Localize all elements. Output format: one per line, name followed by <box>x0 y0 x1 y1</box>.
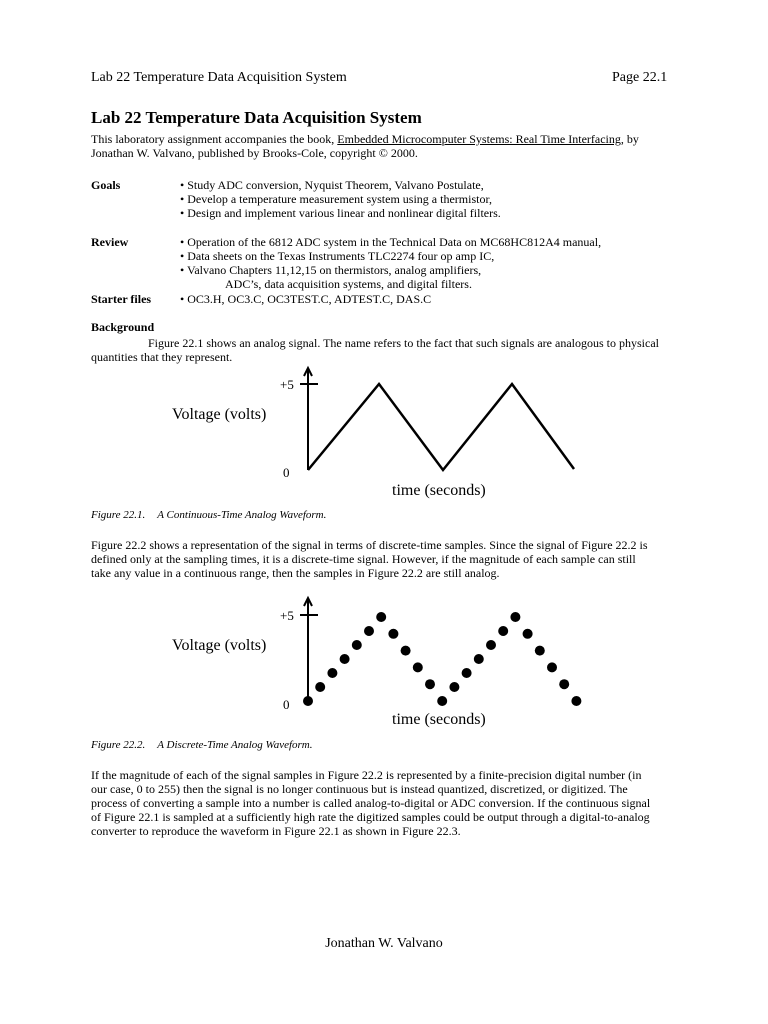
paragraph-3 <box>91 768 681 838</box>
intro-text-end: , by <box>620 132 639 146</box>
sample-point <box>364 626 374 636</box>
fig2-caption-number: Figure 22.2. <box>91 739 146 751</box>
figure-22-2-caption <box>91 739 325 751</box>
background-heading: Background <box>91 320 155 334</box>
running-header-title: Lab 22 Temperature Data Acquisition System <box>91 70 347 85</box>
sample-point <box>425 679 435 689</box>
sample-point <box>388 629 398 639</box>
review-item: • Data sheets on the Texas Instruments TLC2274 four op amp IC, <box>180 249 495 263</box>
fig2-caption-text: A Discrete-Time Analog Waveform. <box>157 739 313 751</box>
intro-line-2: Jonathan W. Valvano, published by Brooks-Cole, copyright © 2000. <box>91 146 418 160</box>
goals-label: Goals <box>91 178 121 192</box>
fig2-y-top-label: +5 <box>280 608 294 623</box>
intro-text: This laboratory assignment accompanies the book, <box>91 132 338 146</box>
sample-point <box>498 626 508 636</box>
sample-point <box>437 696 447 706</box>
review-label: Review <box>91 235 129 249</box>
fig2-x-axis-label: time (seconds) <box>392 711 486 728</box>
fig1-y-top-label: +5 <box>280 377 294 392</box>
sample-point <box>340 654 350 664</box>
starter-files-list: • OC3.H, OC3.C, OC3TEST.C, ADTEST.C, DAS.C <box>180 292 432 306</box>
paragraph-3-line: of Figure 22.1 is sampled at a sufficiently high rate the digitized samples could be output through a digital-to-analog <box>91 810 650 824</box>
sample-point <box>376 612 386 622</box>
page-footer-author: Jonathan W. Valvano <box>325 936 443 951</box>
sample-point <box>474 654 484 664</box>
sample-point <box>571 696 581 706</box>
sample-point <box>315 682 325 692</box>
sample-point <box>449 682 459 692</box>
page-title: Lab 22 Temperature Data Acquisition System <box>91 108 422 127</box>
background-line-1: Figure 22.1 shows an analog signal. The name refers to the fact that such signals are analogous to physical <box>148 336 659 350</box>
paragraph-2-line: defined only at the sampling times, it is a discrete-time signal. However, if the magnitude of each sample can still <box>91 552 636 566</box>
goals-item: • Develop a temperature measurement system using a thermistor, <box>180 192 492 206</box>
background-line-2: quantities that they represent. <box>91 350 233 364</box>
sample-point <box>327 668 337 678</box>
page-number: Page 22.1 <box>612 70 668 85</box>
paragraph-3-line: our case, 0 to 255) then the signal is no longer continuous but is instead quantized, discretized, or digitized. The <box>91 782 628 796</box>
review-item: • Valvano Chapters 11,12,15 on thermistors, analog amplifiers, <box>180 263 482 277</box>
fig1-caption-number: Figure 22.1. <box>91 509 146 521</box>
paragraph-3-line: If the magnitude of each of the signal samples in Figure 22.2 is represented by a finite-precision digital number (in <box>91 768 642 782</box>
sample-point <box>413 662 423 672</box>
goals-item: • Design and implement various linear and nonlinear digital filters. <box>180 206 501 220</box>
fig2-sample-points <box>303 612 581 706</box>
book-title: Embedded Microcomputer Systems: Real Time Interfacing <box>337 132 621 146</box>
sample-point <box>352 640 362 650</box>
sample-point <box>401 646 411 656</box>
paragraph-2-line: take any value in a continuous range, then the samples in Figure 22.2 are still analog. <box>91 566 500 580</box>
fig2-y-axis-label: Voltage (volts) <box>172 637 267 654</box>
review-item-continuation: ADC’s, data acquisition systems, and digital filters. <box>225 277 472 291</box>
sample-point <box>535 646 545 656</box>
sample-point <box>523 629 533 639</box>
paragraph-3-line: process of converting a sample into a number is called analog-to-digital or ADC conversion. If the continuous signal <box>91 796 651 810</box>
review-item: • Operation of the 6812 ADC system in the Technical Data on MC68HC812A4 manual, <box>180 235 602 249</box>
starter-files-label: Starter files <box>91 292 152 306</box>
sample-point <box>303 696 313 706</box>
fig2-y-bottom-label: 0 <box>283 697 290 712</box>
goals-item: • Study ADC conversion, Nyquist Theorem, Valvano Postulate, <box>180 178 484 192</box>
paragraph-2-line: Figure 22.2 shows a representation of the signal in terms of discrete-time samples. Since the signal of Figure 22.2 is <box>91 538 648 552</box>
sample-point <box>486 640 496 650</box>
sample-point <box>559 679 569 689</box>
sample-point <box>510 612 520 622</box>
paragraph-3-line: converter to reproduce the waveform in Figure 22.1 as shown in Figure 22.3. <box>91 824 461 838</box>
fig1-caption-text: A Continuous-Time Analog Waveform. <box>157 509 327 521</box>
fig1-x-axis-label: time (seconds) <box>392 482 486 499</box>
fig1-y-bottom-label: 0 <box>283 465 290 480</box>
sample-point <box>547 662 557 672</box>
fig1-y-axis-label: Voltage (volts) <box>172 406 267 423</box>
sample-point <box>462 668 472 678</box>
